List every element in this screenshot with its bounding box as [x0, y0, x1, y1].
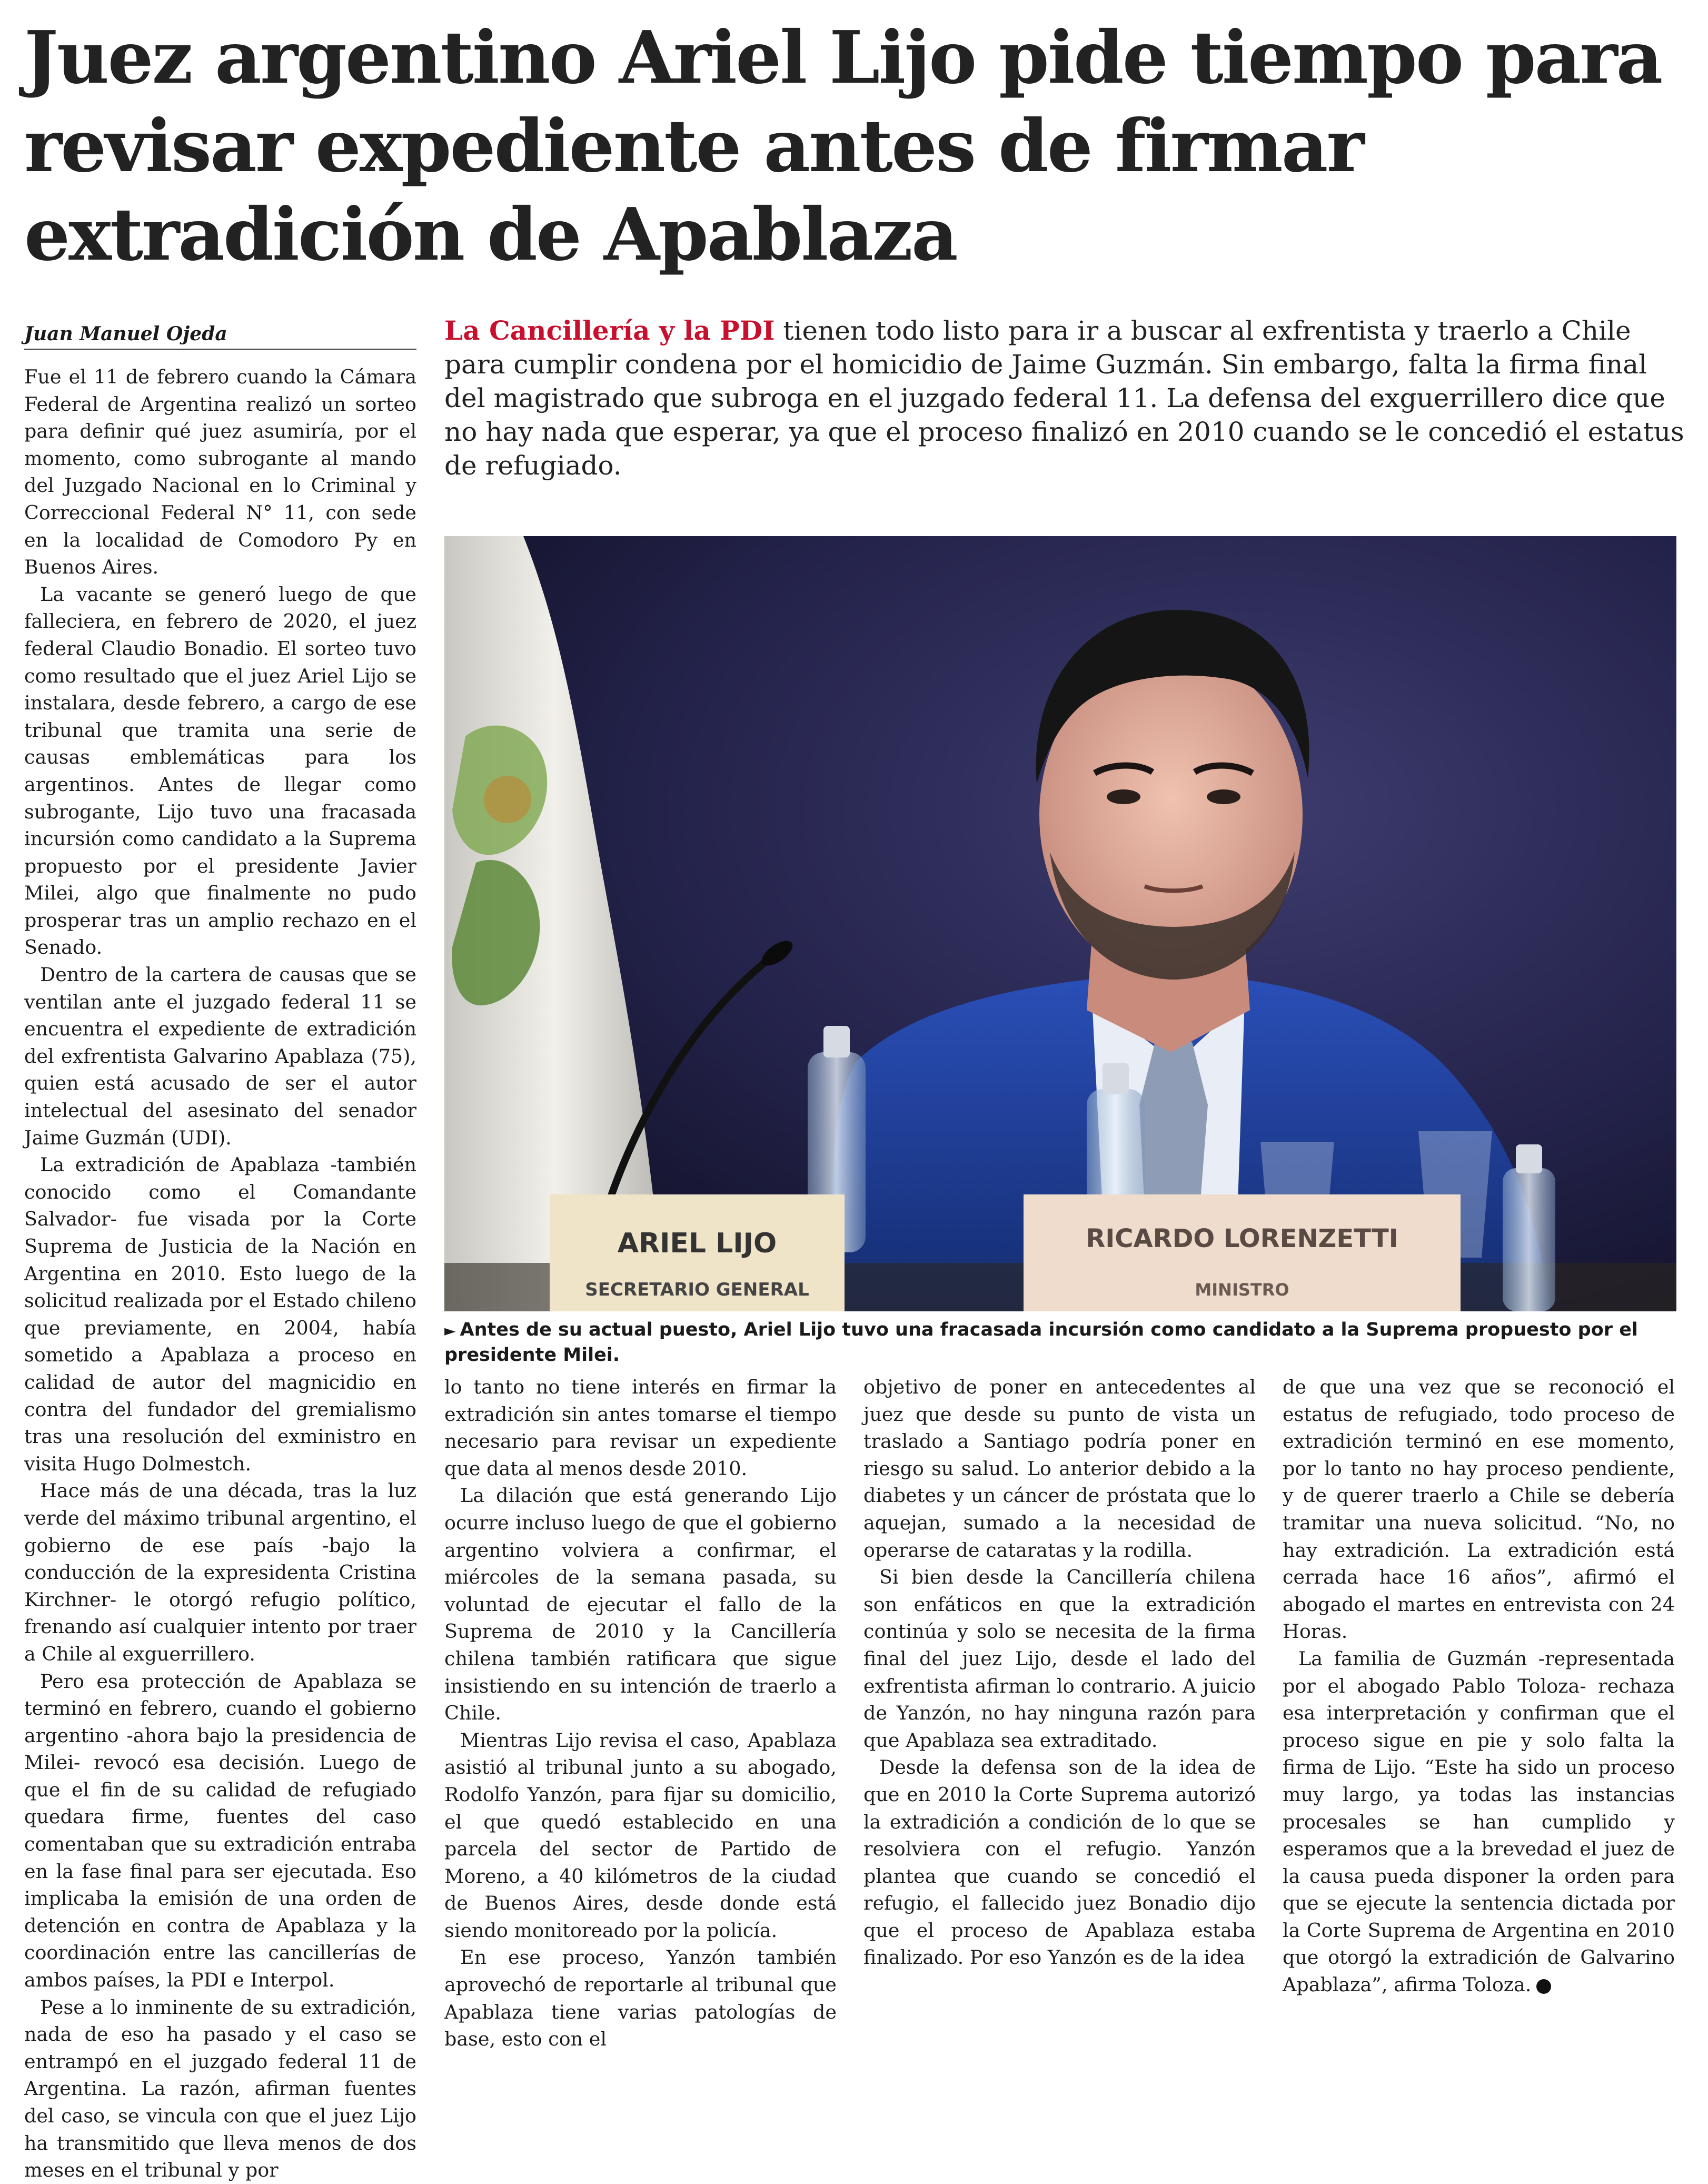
- nameplate-2: [1024, 1194, 1461, 1311]
- bottle-1-cap: [823, 1026, 850, 1058]
- bottle-3-cap: [1516, 1144, 1542, 1173]
- nameplate-1: [550, 1194, 845, 1311]
- paragraph: Fue el 11 de febrero cuando la Cámara Federal de Argentina realizó un sorteo para definir qué juez asumiría, por el momento, como subrogante al mando del Juzgado Nacional en lo Criminal y Correccional Federal N° 11, con sede en la localidad de Comodoro Py en Buenos Aires.: [24, 365, 416, 579]
- lede-text: tienen todo listo para ir a buscar al exfrentista y traerlo a Chile para cumplir condena por el homicidio de Jaime Guzmán. Sin embargo, falta la firma final del magistrado que subroga en el juzgado federal 11. La defensa del exguerrillero dice que no hay nada que esperar, ya que el proceso finalizó en 2010 cuando se le concedió el estatus de refugiado.: [444, 315, 1684, 481]
- caption-text: Antes de su actual puesto, Ariel Lijo tuvo una fracasada incursión como candidato a la Suprema propuesto por el presidente Milei.: [444, 1319, 1638, 1366]
- paragraph: Hace más de una década, tras la luz verde del máximo tribunal argentino, el gobierno de ese país -bajo la conducción de la expresidenta Cristina Kirchner- le otorgó refugio político, frenando así cualquier intento por traer a Chile al exguerrillero.: [24, 1479, 416, 1665]
- article-column-2: [444, 1373, 837, 2053]
- paragraph: Pese a lo inminente de su extradición, nada de eso ha pasado y el caso se entrampó en el juzgado federal 11 de Argentina. La razón, afirman fuentes del caso, se vincula con que el juez Lijo ha transmitido que lleva menos de dos meses en el tribunal y por: [24, 1995, 416, 2182]
- byline: Juan Manuel Ojeda: [24, 321, 416, 350]
- paragraph: Si bien desde la Cancillería chilena son enfáticos en que la extradición continúa y solo se necesita de la firma final del juez Lijo, desde el lado del exfrentista afirman lo contrario. A juicio de Yanzón, no hay ninguna razón para que Apablaza sea extraditado.: [863, 1566, 1256, 1752]
- flag-emblem-center: [484, 776, 531, 823]
- paragraph: La vacante se generó luego de que falleciera, en febrero de 2020, el juez federal Claudio Bonadio. El sorteo tuvo como resultado que el juez Ariel Lijo se instalara, desde febrero, a cargo de ese tribunal que tramita una serie de causas emblemáticas para los argentinos. Antes de llegar como subrogante, Lijo tuvo una fracasada incursión como candidato a la Suprema propuesto por el presidente Javier Milei, algo que finalmente no pudo prosperar tras un amplio rechazo en el Senado.: [24, 582, 416, 959]
- left-eye: [1107, 789, 1140, 804]
- lede-lead: La Cancillería y la PDI: [444, 315, 775, 346]
- paragraph: La extradición de Apablaza -también conocido como el Comandante Salvador- fue visada por la Corte Suprema de Justicia de la Nación en Argentina en 2010. Esto luego de la solicitud realizada por el Estado chileno que previamente, en 2004, había sometido a Apablaza a proceso en calidad de autor del magnicidio en contra del fundador del gremialismo tras una resolución del exministro en visita Hugo Dolmestch.: [24, 1153, 416, 1475]
- article-photo: [444, 536, 1676, 1311]
- paragraph: La dilación que está generando Lijo ocurre incluso luego de que el gobierno argentino volviera a confirmar, el miércoles de la semana pasada, su voluntad de ejecutar el fallo de la Suprema de 2010 y la Cancillería chilena también ratificara que sigue insistiendo en su intención de traerlo a Chile.: [444, 1484, 837, 1725]
- article-column-3: [863, 1373, 1256, 1971]
- photo-caption: [444, 1318, 1687, 1367]
- photo-illustration: [444, 536, 1676, 1311]
- article-column-1: [24, 363, 416, 2184]
- paragraph: lo tanto no tiene interés en firmar la extradición sin antes tomarse el tiempo necesario para revisar un expediente que data al menos desde 2010.: [444, 1376, 837, 1480]
- nameplate-2-title: MINISTRO: [1195, 1280, 1289, 1300]
- paragraph: de que una vez que se reconoció el estatus de refugiado, todo proceso de extradición terminó en ese momento, por lo tanto no hay proceso pendiente, y de querer traerlo a Chile se debería tramitar una nueva solicitud. “No, no hay extradición. La extradición está cerrada hace 16 años”, afirmó el abogado el martes en entrevista con 24 Horas.: [1283, 1376, 1675, 1643]
- caption-arrow-icon: ►: [444, 1322, 456, 1339]
- bottle-2-cap: [1103, 1063, 1129, 1094]
- headline: Juez argentino Ariel Lijo pide tiempo para revisar expediente antes de firmar extradición de Apablaza: [24, 15, 1662, 277]
- article-column-4: [1283, 1373, 1675, 1999]
- paragraph: [1283, 1645, 1675, 1999]
- paragraph: Pero esa protección de Apablaza se terminó en febrero, cuando el gobierno argentino -ahora bajo la presidencia de Milei- revocó esa decisión. Luego de que el fin de su calidad de refugiado quedara firme, fuentes del caso comentaban que su extradición entraba en la fase final para ser ejecutada. Eso implicaba la emisión de una orden de detención en contra de Apablaza y la coordinación entre las cancillerías de ambos países, la PDI e Interpol.: [24, 1669, 416, 1992]
- paragraph-text: La familia de Guzmán -representada por el abogado Pablo Toloza- rechaza esa interpretación y confirman que el proceso sigue en pie y solo falta la firma de Lijo. “Este ha sido un proceso muy largo, ya todas las instancias procesales se han cumplido y esperamos que a la brevedad el juez de la causa pueda disponer la orden para que se ejecute la sentencia dictada por la Corte Suprema de Argentina en 2010 que otorgó la extradición de Galvarino Apablaza”, afirma Toloza.: [1283, 1647, 1675, 1997]
- paragraph: Mientras Lijo revisa el caso, Apablaza asistió al tribunal junto a su abogado, Rodolfo Yanzón, para fijar su domicilio, el que quedó establecido en una parcela del sector de Partido de Moreno, a 40 kilómetros de la ciudad de Buenos Aires, desde donde está siendo monitoreado por la policía.: [444, 1728, 837, 1942]
- right-eye: [1207, 789, 1240, 804]
- nameplate-2-name: RICARDO LORENZETTI: [1086, 1224, 1398, 1253]
- paragraph: Dentro de la cartera de causas que se ventilan ante el juzgado federal 11 se encuentra el expediente de extradición del exfrentista Galvarino Apablaza (75), quien está acusado de ser el autor intelectual del asesinato del senador Jaime Guzmán (UDI).: [24, 963, 416, 1149]
- paragraph: objetivo de poner en antecedentes al juez que desde su punto de vista un traslado a Santiago podría poner en riesgo su salud. Lo anterior debido a la diabetes y un cáncer de próstata que lo aquejan, sumado a la necesidad de operarse de cataratas y la rodilla.: [863, 1376, 1256, 1562]
- paragraph: Desde la defensa son de la idea de que en 2010 la Corte Suprema autorizó la extradición a condición de lo que se resolviera con el refugio. Yanzón plantea que cuando se concedió el refugio, el fallecido juez Bonadio dijo que el proceso de Apablaza estaba finalizado. Por eso Yanzón es de la idea: [863, 1756, 1256, 1969]
- nameplate-1-name: ARIEL LIJO: [617, 1228, 777, 1259]
- lede: [444, 314, 1687, 482]
- bottle-3: [1503, 1168, 1555, 1311]
- paragraph: En ese proceso, Yanzón también aprovechó de reportarle al tribunal que Apablaza tiene varias patologías de base, esto con el: [444, 1946, 837, 2051]
- nameplate-1-title: SECRETARIO GENERAL: [585, 1279, 809, 1300]
